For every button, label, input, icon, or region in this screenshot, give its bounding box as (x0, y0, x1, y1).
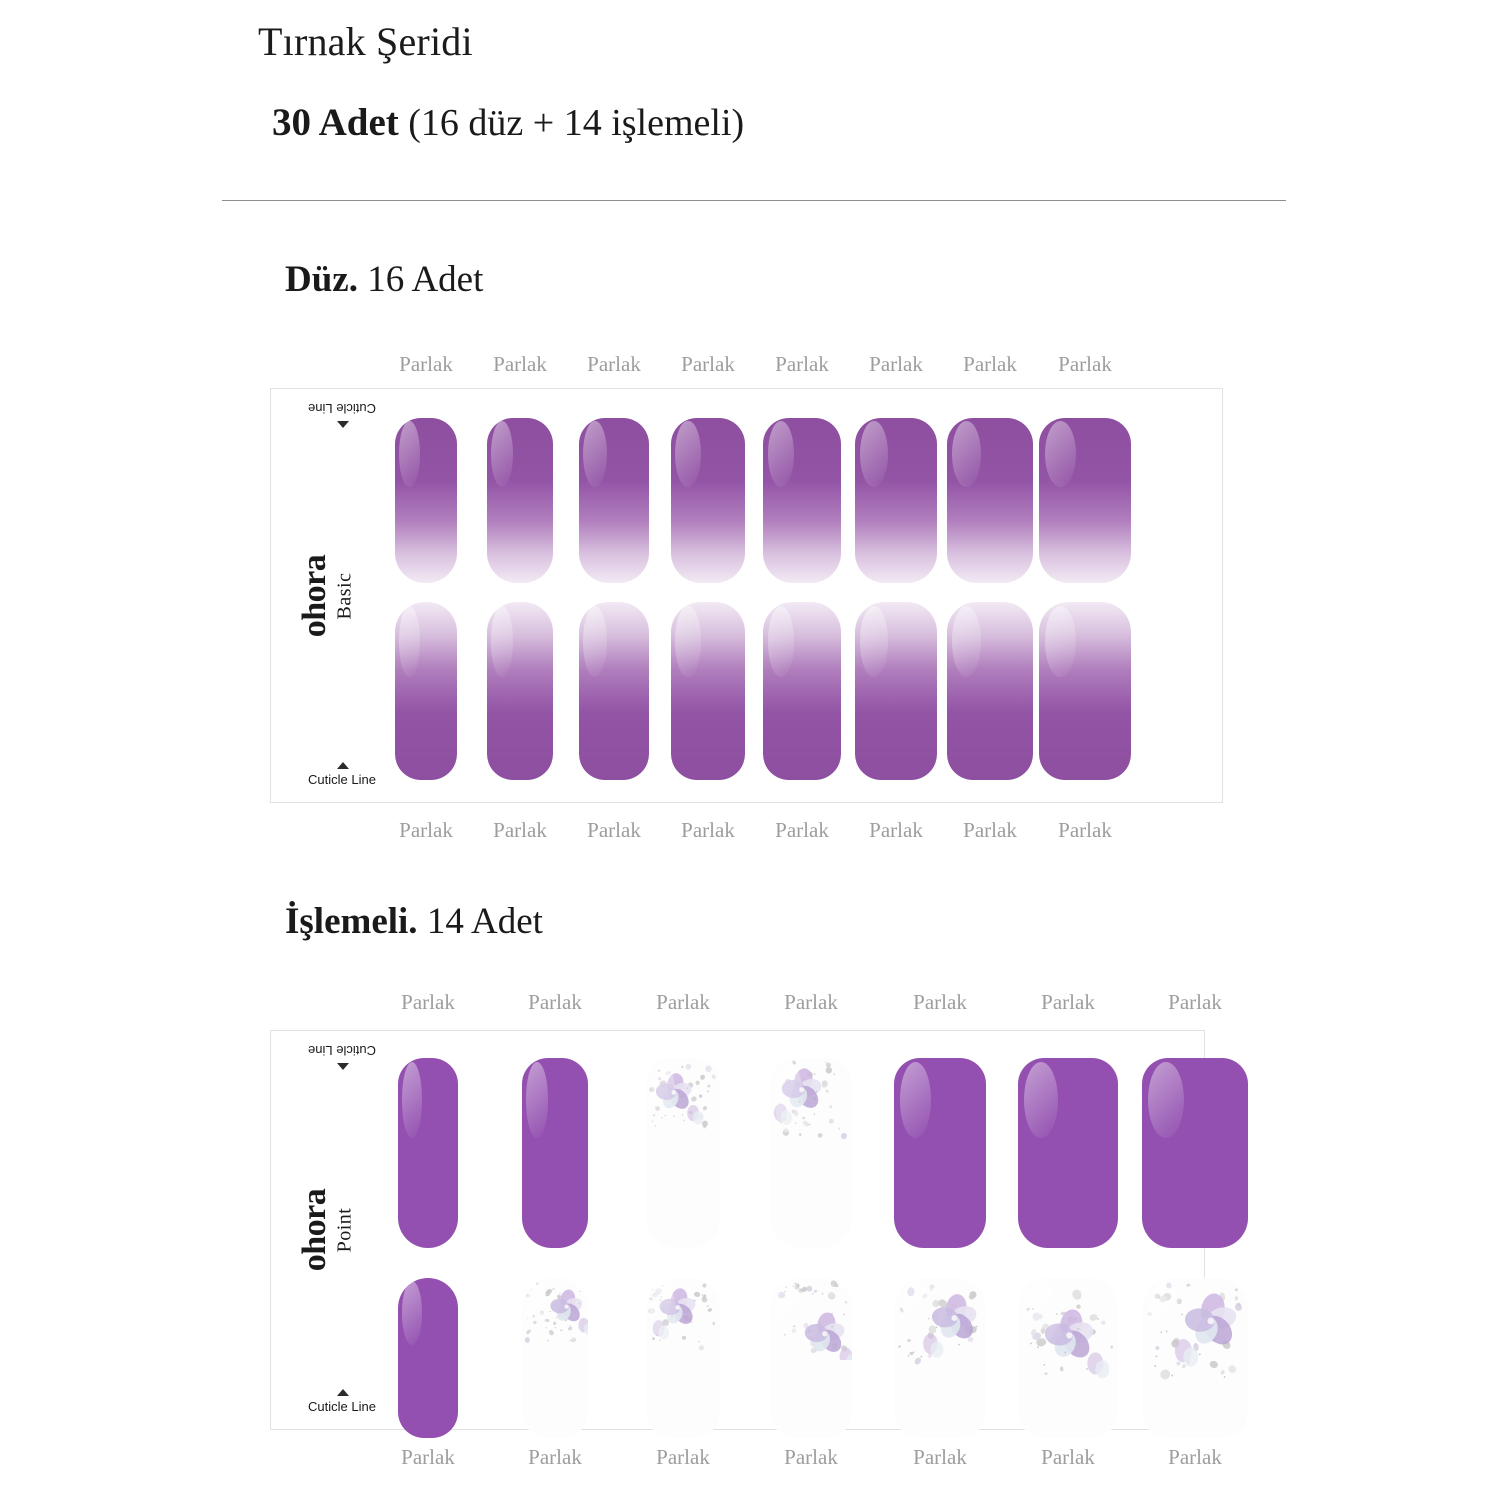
parlak-label-basic-top-5: Parlak (775, 352, 829, 376)
nail-strip-basic-bottom-1 (395, 602, 457, 780)
brand-block-point (293, 1155, 365, 1305)
parlak-label-basic-bottom-3: Parlak (587, 818, 641, 842)
nail-strip-point-bottom-4 (770, 1278, 852, 1438)
triangle-down-icon (337, 421, 349, 428)
brand-sub-basic: Basic (333, 572, 356, 619)
parlak-label-point-top-7: Parlak (1168, 990, 1222, 1014)
page-title: Tırnak Şeridi (258, 19, 473, 64)
cuticle-line-top-basic (287, 401, 397, 419)
cuticle-line-bottom-basic-label: Cuticle Line (308, 772, 376, 787)
nail-strip-basic-top-6 (855, 418, 937, 583)
page-subtitle-count: 30 Adet (272, 101, 399, 144)
gloss-highlight (399, 421, 420, 487)
header-divider (222, 200, 1286, 201)
parlak-label-point-top-4: Parlak (784, 990, 838, 1014)
section-heading-plain-label: Düz. (285, 259, 358, 300)
gloss-highlight (1148, 1062, 1184, 1138)
gloss-highlight (768, 606, 795, 677)
nail-strip-point-top-7 (1142, 1058, 1248, 1248)
section-heading-plain-count: 16 Adet (367, 259, 484, 300)
parlak-label-basic-bottom-8: Parlak (1058, 818, 1112, 842)
gloss-highlight (1045, 606, 1076, 677)
gloss-highlight (675, 421, 700, 487)
triangle-up-icon (337, 762, 349, 769)
gloss-highlight (900, 1062, 931, 1138)
cuticle-line-top-point (287, 1043, 397, 1061)
parlak-label-point-bottom-1: Parlak (401, 1445, 455, 1469)
nail-strip-basic-top-5 (763, 418, 841, 583)
nail-strip-point-bottom-1 (398, 1278, 458, 1438)
parlak-label-point-bottom-7: Parlak (1168, 1445, 1222, 1469)
nail-strip-point-top-3 (646, 1058, 720, 1248)
nail-strip-basic-bottom-5 (763, 602, 841, 780)
gloss-highlight (402, 1062, 422, 1138)
cuticle-line-bottom-point-label: Cuticle Line (308, 1399, 376, 1414)
gloss-highlight (491, 421, 513, 487)
section-heading-point-count: 14 Adet (426, 901, 543, 942)
gloss-highlight (491, 606, 513, 677)
gloss-highlight (1024, 1062, 1058, 1138)
parlak-label-basic-top-2: Parlak (493, 352, 547, 376)
nail-strip-basic-bottom-7 (947, 602, 1033, 780)
parlak-label-basic-top-3: Parlak (587, 352, 641, 376)
section-heading-point-label: İşlemeli. (285, 901, 418, 942)
cuticle-line-bottom-point (287, 1399, 397, 1417)
gloss-highlight (860, 606, 888, 677)
parlak-label-point-bottom-6: Parlak (1041, 1445, 1095, 1469)
gloss-highlight (583, 606, 607, 677)
parlak-label-basic-top-8: Parlak (1058, 352, 1112, 376)
nail-strip-basic-top-2 (487, 418, 553, 583)
page-subtitle-breakdown: (16 düz + 14 işlemeli) (408, 102, 745, 144)
parlak-label-point-top-6: Parlak (1041, 990, 1095, 1014)
parlak-label-basic-top-4: Parlak (681, 352, 735, 376)
nail-strip-point-top-2 (522, 1058, 588, 1248)
nail-strip-basic-bottom-4 (671, 602, 745, 780)
gloss-highlight (1045, 421, 1076, 487)
nail-strip-basic-top-8 (1039, 418, 1131, 583)
nail-strip-point-bottom-2 (522, 1278, 588, 1438)
parlak-label-basic-bottom-5: Parlak (775, 818, 829, 842)
section-heading-plain (285, 258, 483, 301)
nail-strip-basic-top-7 (947, 418, 1033, 583)
nail-strip-point-bottom-7 (1142, 1278, 1248, 1438)
brand-name-point: ohora (296, 1188, 333, 1272)
nail-strip-point-top-1 (398, 1058, 458, 1248)
gloss-highlight (860, 421, 888, 487)
parlak-label-point-top-1: Parlak (401, 990, 455, 1014)
brand-name-basic: ohora (296, 554, 333, 637)
nail-strip-basic-top-3 (579, 418, 649, 583)
page-subtitle (272, 100, 744, 145)
parlak-label-basic-top-1: Parlak (399, 352, 453, 376)
nail-strip-point-top-5 (894, 1058, 986, 1248)
parlak-label-basic-bottom-6: Parlak (869, 818, 923, 842)
section-heading-point (285, 900, 543, 943)
gloss-highlight (402, 1281, 422, 1345)
parlak-label-basic-bottom-4: Parlak (681, 818, 735, 842)
parlak-label-basic-top-7: Parlak (963, 352, 1017, 376)
gloss-highlight (675, 606, 700, 677)
brand-block-basic (293, 521, 365, 671)
gloss-highlight (399, 606, 420, 677)
parlak-label-point-top-5: Parlak (913, 990, 967, 1014)
gloss-highlight (952, 606, 981, 677)
cuticle-line-top-basic-label: Cuticle Line (308, 401, 376, 416)
cuticle-line-bottom-basic (287, 772, 397, 790)
parlak-label-point-bottom-4: Parlak (784, 1445, 838, 1469)
nail-strip-point-bottom-6 (1018, 1278, 1118, 1438)
triangle-down-icon (337, 1063, 349, 1070)
nail-strip-basic-top-1 (395, 418, 457, 583)
nail-strip-point-bottom-5 (894, 1278, 986, 1438)
parlak-label-basic-bottom-1: Parlak (399, 818, 453, 842)
gloss-highlight (526, 1062, 548, 1138)
parlak-label-point-bottom-2: Parlak (528, 1445, 582, 1469)
nail-strip-point-bottom-3 (646, 1278, 720, 1438)
parlak-label-basic-bottom-2: Parlak (493, 818, 547, 842)
gloss-highlight (768, 421, 795, 487)
nail-strip-basic-top-4 (671, 418, 745, 583)
parlak-label-point-top-2: Parlak (528, 990, 582, 1014)
triangle-up-icon (337, 1389, 349, 1396)
gloss-highlight (583, 421, 607, 487)
cuticle-line-top-point-label: Cuticle Line (308, 1043, 376, 1058)
gloss-highlight (952, 421, 981, 487)
parlak-label-point-bottom-3: Parlak (656, 1445, 710, 1469)
brand-sub-point: Point (333, 1207, 356, 1253)
nail-strip-basic-bottom-3 (579, 602, 649, 780)
nail-strip-point-top-6 (1018, 1058, 1118, 1248)
parlak-label-point-top-3: Parlak (656, 990, 710, 1014)
parlak-label-basic-top-6: Parlak (869, 352, 923, 376)
nail-strip-point-top-4 (770, 1058, 852, 1248)
parlak-label-point-bottom-5: Parlak (913, 1445, 967, 1469)
parlak-label-basic-bottom-7: Parlak (963, 818, 1017, 842)
nail-strip-basic-bottom-8 (1039, 602, 1131, 780)
nail-strip-basic-bottom-6 (855, 602, 937, 780)
nail-strip-basic-bottom-2 (487, 602, 553, 780)
